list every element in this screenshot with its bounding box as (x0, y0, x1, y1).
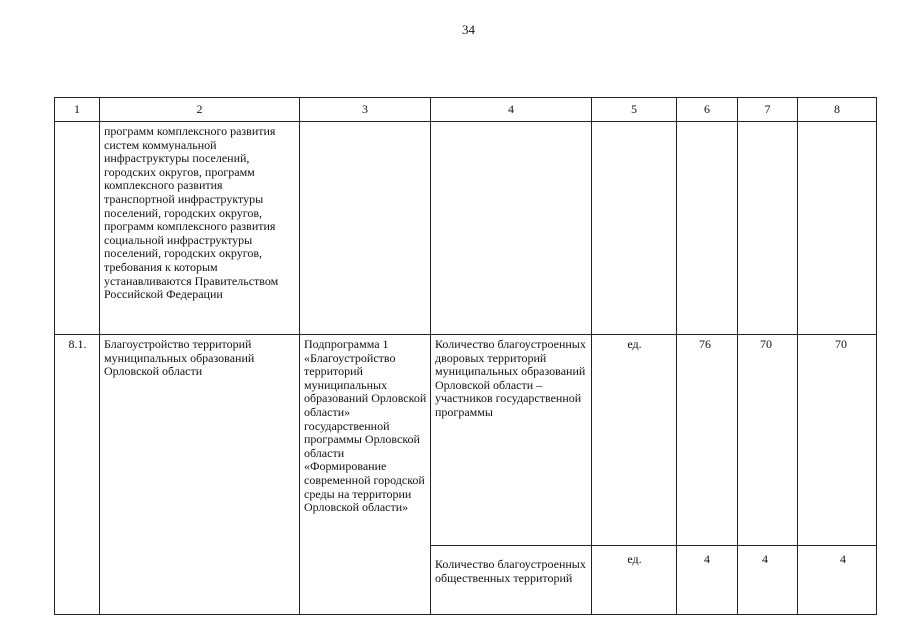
indicator-value-col7: 4 (738, 546, 798, 615)
header-cell-5: 5 (592, 98, 677, 122)
header-cell-8: 8 (798, 98, 877, 122)
cell-empty (300, 122, 431, 335)
cell-empty (55, 122, 100, 335)
header-cell-6: 6 (677, 98, 738, 122)
measure-name: Благоустройство территорий муниципальных образований Орловской области (100, 335, 300, 615)
indicator-value-col6: 76 (677, 335, 738, 546)
cell-empty (592, 122, 677, 335)
table-header-row (55, 98, 877, 122)
indicator-value-col6: 4 (677, 546, 738, 615)
row-number: 8.1. (55, 335, 100, 615)
indicator-value-col8: 70 (798, 335, 877, 546)
indicator-unit: ед. (592, 335, 677, 546)
continuation-text: программ комплексного развития систем коммунальной инфраструктуры поселений, городских округов, программ комплексного развития транспортной инфраструктуры поселений, городских округов, программ комплексного развития социальной инфраструктуры поселений, городских округов, требования к которым устанавливаются Правительством Российской Федерации (100, 122, 300, 335)
header-cell-1: 1 (55, 98, 100, 122)
subprogram-name: Подпрограмма 1 «Благоустройство территорий муниципальных образований Орловской области» государственной программы Орловской области «Формирование современной городской среды на территории Орловской области» (300, 335, 431, 615)
indicator-value-col8: 4 (798, 546, 877, 615)
indicators-table (54, 97, 877, 615)
table-row-continuation (55, 122, 877, 335)
cell-empty (798, 122, 877, 335)
header-cell-3: 3 (300, 98, 431, 122)
indicator-name: Количество благоустроенных общественных территорий (431, 546, 592, 615)
cell-empty (677, 122, 738, 335)
header-cell-4: 4 (431, 98, 592, 122)
table-row-8-1 (55, 335, 877, 546)
indicator-value-col7: 70 (738, 335, 798, 546)
header-cell-7: 7 (738, 98, 798, 122)
header-cell-2: 2 (100, 98, 300, 122)
indicator-name: Количество благоустроенных дворовых территорий муниципальных образований Орловской области – участников государственной программы (431, 335, 592, 546)
page-number: 34 (462, 22, 475, 37)
indicator-unit: ед. (592, 546, 677, 615)
cell-empty (738, 122, 798, 335)
cell-empty (431, 122, 592, 335)
